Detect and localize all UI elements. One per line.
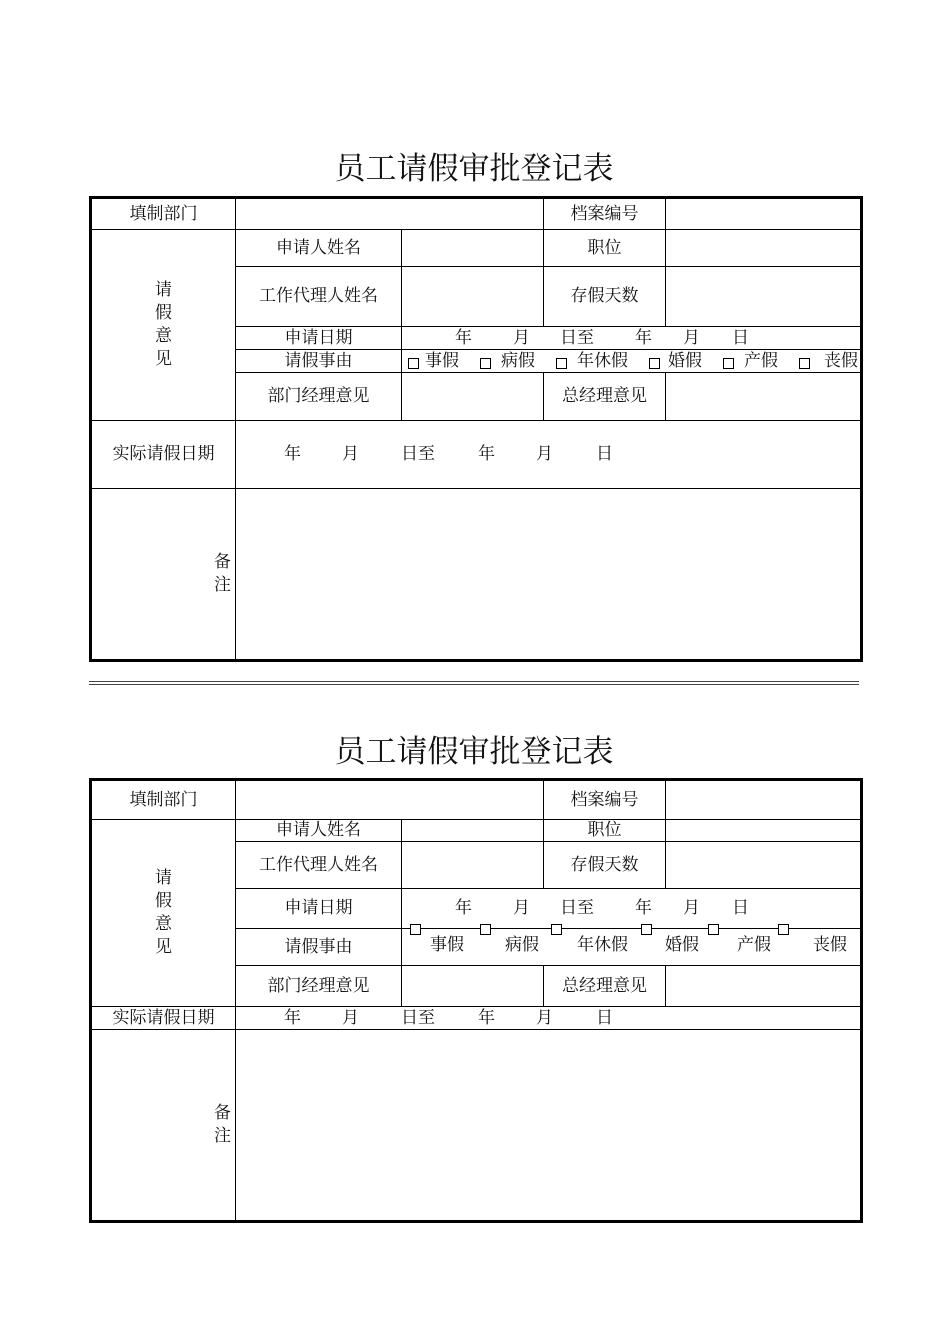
reason-sick[interactable]: 病假	[505, 935, 539, 955]
reason-personal[interactable]: 事假	[430, 935, 464, 955]
actual-date-field[interactable]: 年 月 日至 年 月 日	[236, 1007, 862, 1030]
checkbox-icon[interactable]	[556, 358, 567, 369]
days-label: 存假天数	[544, 267, 666, 327]
dept-label: 填制部门	[91, 780, 236, 820]
days-label: 存假天数	[544, 842, 666, 889]
position-field[interactable]	[666, 820, 862, 842]
form-title: 员工请假审批登记表	[334, 151, 614, 187]
reason-sick[interactable]: 病假	[480, 353, 535, 370]
dept-field[interactable]	[236, 198, 544, 230]
archive-label: 档案编号	[544, 780, 666, 820]
agent-label: 工作代理人姓名	[236, 842, 402, 889]
checkbox-icon[interactable]	[649, 358, 660, 369]
dept-mgr-field[interactable]	[402, 373, 544, 421]
gm-field[interactable]	[666, 373, 862, 421]
checkbox-icon[interactable]	[480, 358, 491, 369]
gm-field[interactable]	[666, 966, 862, 1007]
dept-field[interactable]	[236, 780, 544, 820]
checkbox-icon[interactable]	[708, 924, 719, 935]
dept-label: 填制部门	[91, 198, 236, 230]
reason-annual[interactable]: 年休假	[556, 353, 628, 370]
reason-bereavement[interactable]: 丧假	[799, 353, 858, 370]
date-field[interactable]: 年 月 日至 年 月 日	[402, 327, 862, 350]
archive-field[interactable]	[666, 780, 862, 820]
opinion-label: 请 假 意 见	[91, 230, 236, 421]
actual-date-label: 实际请假日期	[91, 1007, 236, 1030]
position-label: 职位	[544, 230, 666, 267]
dept-mgr-label: 部门经理意见	[236, 373, 402, 421]
checkbox-icon[interactable]	[641, 924, 652, 935]
position-label: 职位	[544, 820, 666, 842]
date-label: 申请日期	[236, 327, 402, 350]
applicant-label: 申请人姓名	[236, 820, 402, 842]
reason-maternity[interactable]: 产假	[723, 353, 778, 370]
dept-mgr-field[interactable]	[402, 966, 544, 1007]
reason-marriage[interactable]: 婚假	[665, 935, 699, 955]
reason-maternity[interactable]: 产假	[737, 935, 771, 955]
reason-label: 请假事由	[236, 350, 402, 373]
date-label: 申请日期	[236, 889, 402, 929]
date-field[interactable]: 年 月 日至 年 月 日	[402, 889, 862, 929]
checkbox-icon[interactable]	[408, 358, 419, 369]
applicant-field[interactable]	[402, 230, 544, 267]
gm-label: 总经理意见	[544, 966, 666, 1007]
dept-mgr-label: 部门经理意见	[236, 966, 402, 1007]
applicant-field[interactable]	[402, 820, 544, 842]
position-field[interactable]	[666, 230, 862, 267]
agent-label: 工作代理人姓名	[236, 267, 402, 327]
days-field[interactable]	[666, 842, 862, 889]
form-table	[89, 778, 863, 1223]
checkbox-icon[interactable]	[799, 358, 810, 369]
reason-marriage[interactable]: 婚假	[649, 353, 702, 370]
agent-field[interactable]	[402, 267, 544, 327]
form-title: 员工请假审批登记表	[334, 734, 614, 770]
remark-label: 备 注	[91, 489, 236, 661]
actual-date-field[interactable]: 年 月 日至 年 月 日	[236, 421, 862, 489]
remark-field[interactable]	[236, 1030, 862, 1222]
archive-field[interactable]	[666, 198, 862, 230]
gm-label: 总经理意见	[544, 373, 666, 421]
agent-field[interactable]	[402, 842, 544, 889]
remark-label: 备 注	[91, 1030, 236, 1222]
reason-label: 请假事由	[236, 929, 402, 966]
divider-line	[89, 681, 859, 682]
checkbox-icon[interactable]	[778, 924, 789, 935]
reason-options	[402, 929, 862, 966]
checkbox-icon[interactable]	[410, 924, 421, 935]
reason-annual[interactable]: 年休假	[577, 935, 628, 955]
applicant-label: 申请人姓名	[236, 230, 402, 267]
opinion-label: 请 假 意 见	[91, 820, 236, 1007]
reason-personal[interactable]: 事假	[408, 353, 459, 370]
checkbox-icon[interactable]	[551, 924, 562, 935]
checkbox-icon[interactable]	[723, 358, 734, 369]
days-field[interactable]	[666, 267, 862, 327]
actual-date-label: 实际请假日期	[91, 421, 236, 489]
checkbox-icon[interactable]	[480, 924, 491, 935]
archive-label: 档案编号	[544, 198, 666, 230]
reason-bereavement[interactable]: 丧假	[813, 935, 847, 955]
form-table	[89, 196, 863, 662]
remark-field[interactable]	[236, 489, 862, 661]
divider-line	[89, 684, 859, 685]
reason-options	[402, 350, 862, 373]
